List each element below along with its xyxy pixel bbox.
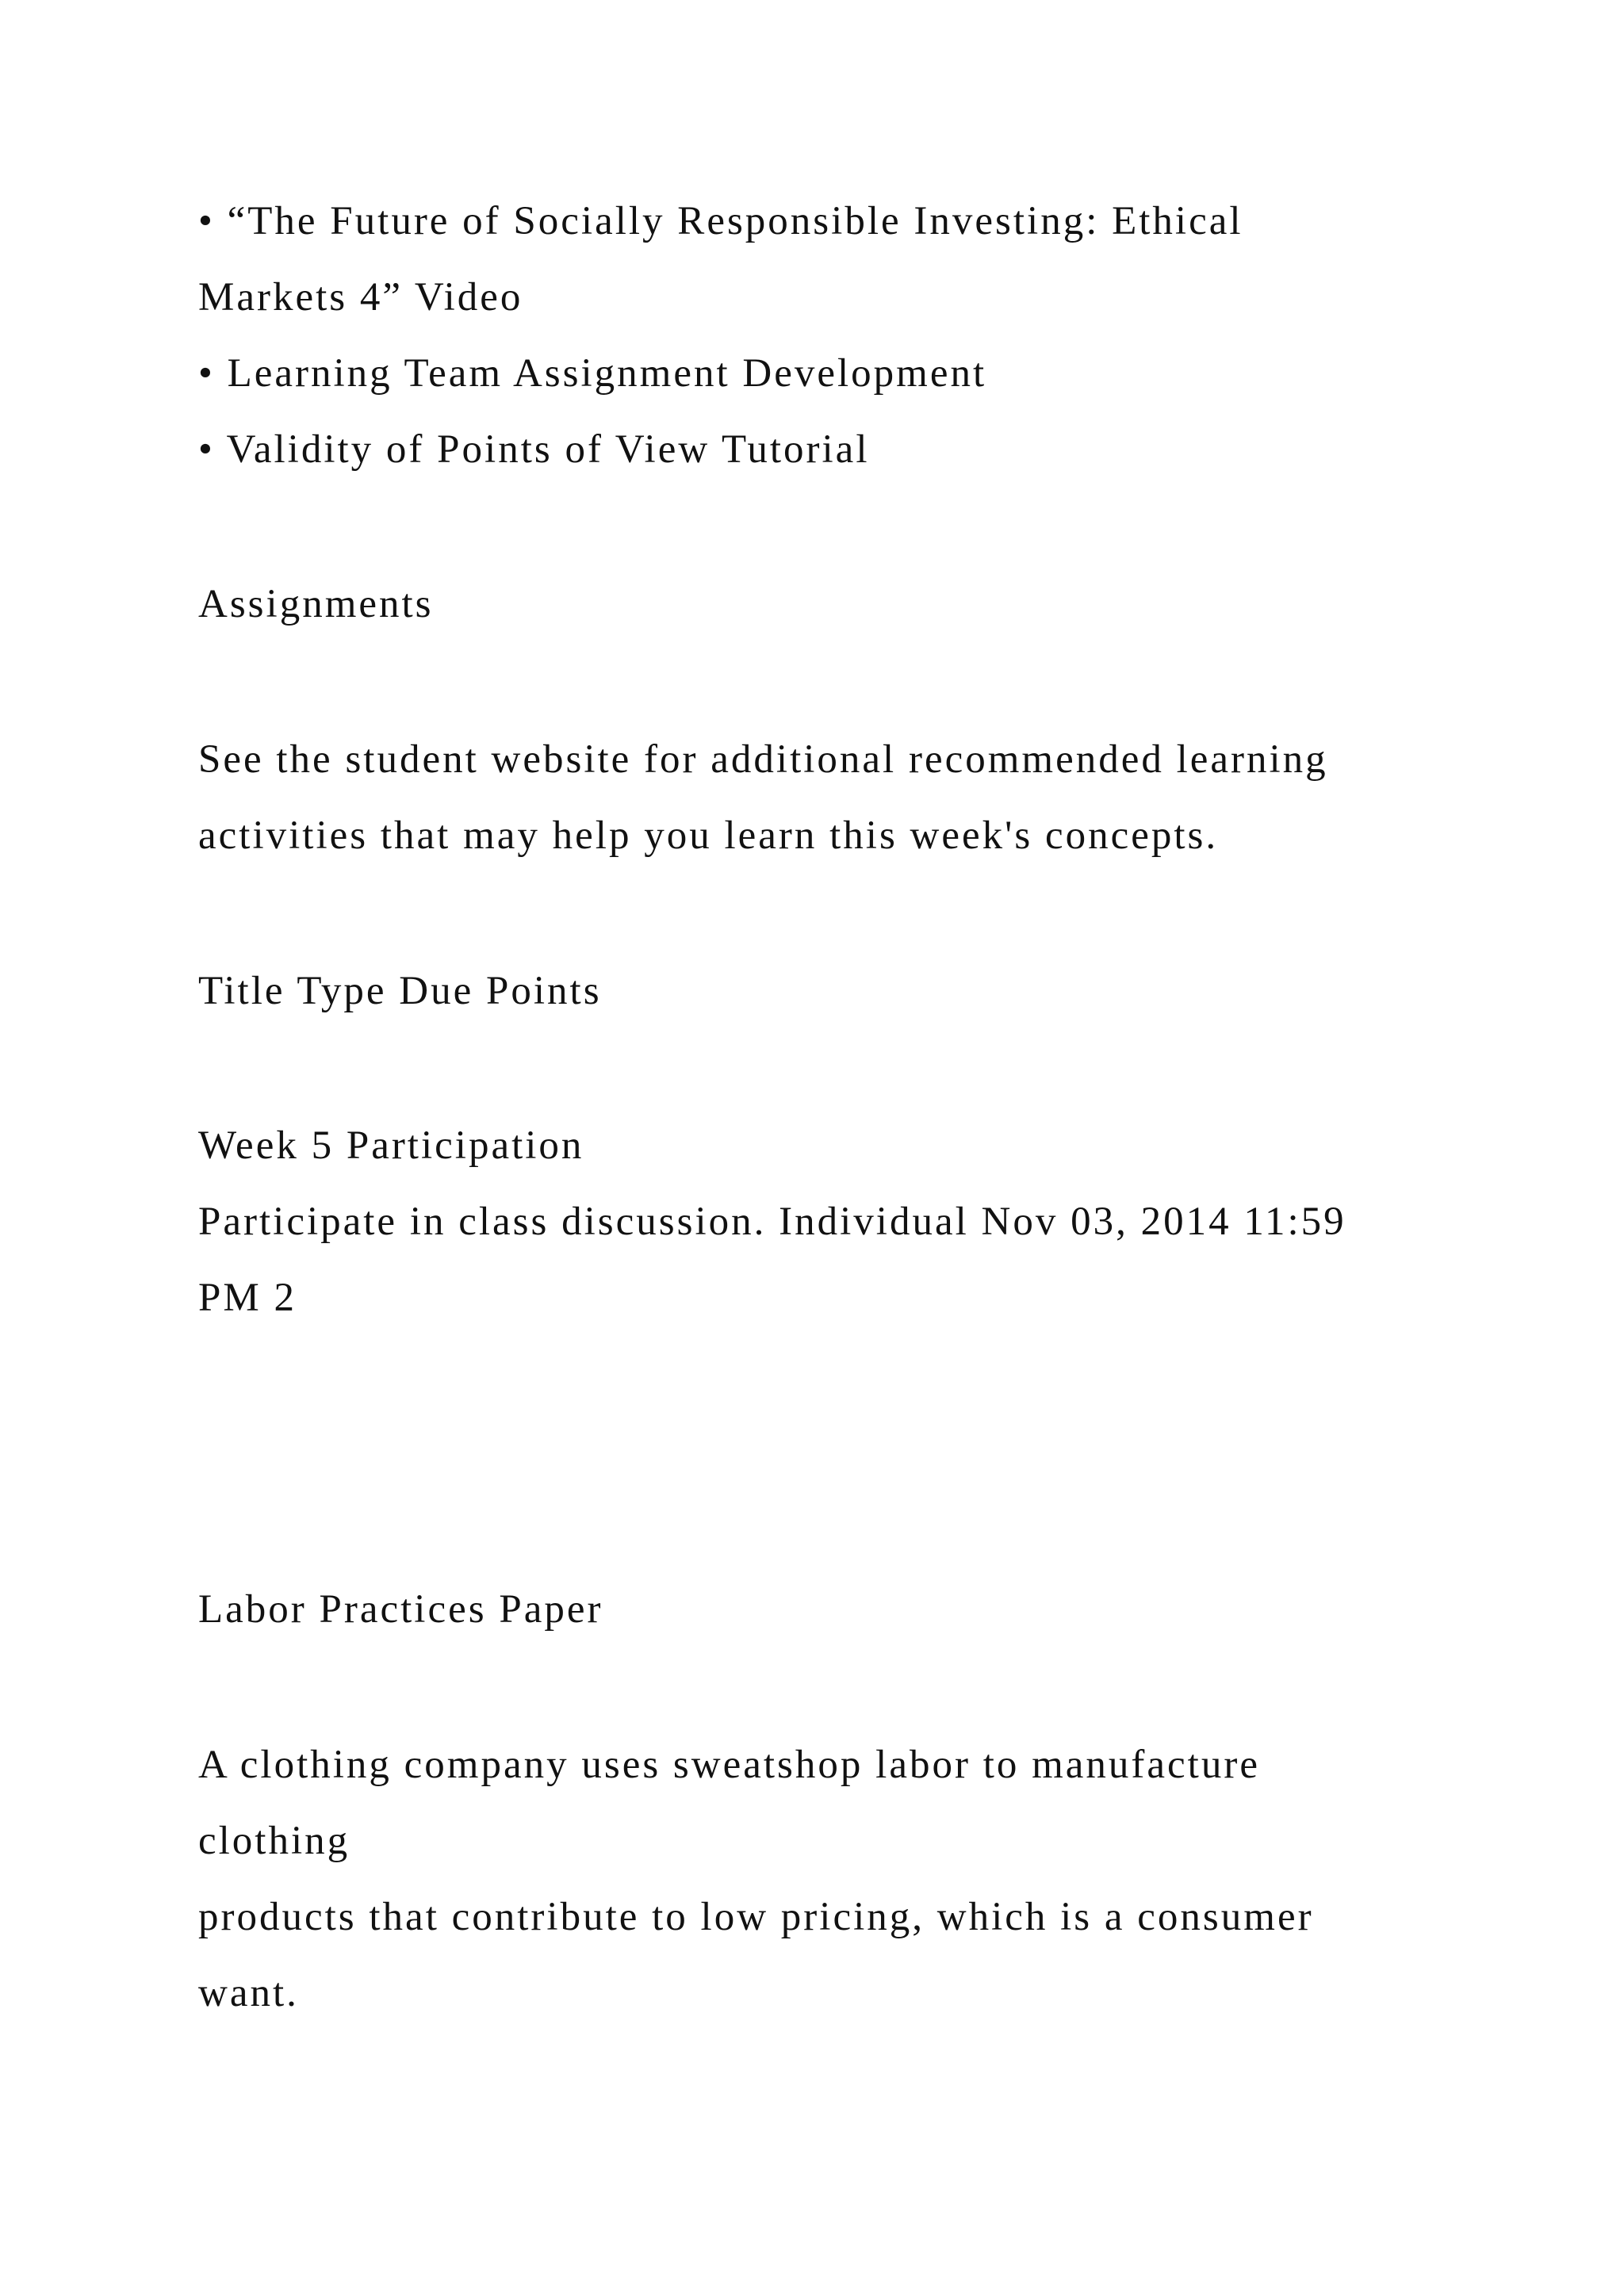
paragraph-line: See the student website for additional recommended learning: [198, 737, 1328, 782]
bullet-line-continuation: Markets 4” Video: [198, 275, 523, 320]
bullet-line-validity-tutorial: • Validity of Points of View Tutorial: [198, 427, 870, 472]
assignment-detail-line: PM 2: [198, 1276, 297, 1320]
paragraph-line: products that contribute to low pricing, which is a consumer: [198, 1895, 1314, 1939]
assignment-detail-line: Participate in class discussion. Individual Nov 03, 2014 11:59: [198, 1200, 1346, 1244]
paragraph-line: clothing: [198, 1819, 350, 1863]
bullet-line-future-of-sri: • “The Future of Socially Responsible Investing: Ethical: [198, 199, 1243, 243]
bullet-line-learning-team: • Learning Team Assignment Development: [198, 351, 987, 396]
paragraph-line: want.: [198, 1971, 299, 2015]
paragraph-line: activities that may help you learn this week's concepts.: [198, 813, 1219, 858]
labor-practices-heading: Labor Practices Paper: [198, 1587, 603, 1632]
table-header-line: Title Type Due Points: [198, 969, 602, 1013]
assignments-heading: Assignments: [198, 582, 434, 626]
paragraph-line: A clothing company uses sweatshop labor to manufacture: [198, 1743, 1260, 1787]
assignment-title-week5: Week 5 Participation: [198, 1123, 584, 1168]
